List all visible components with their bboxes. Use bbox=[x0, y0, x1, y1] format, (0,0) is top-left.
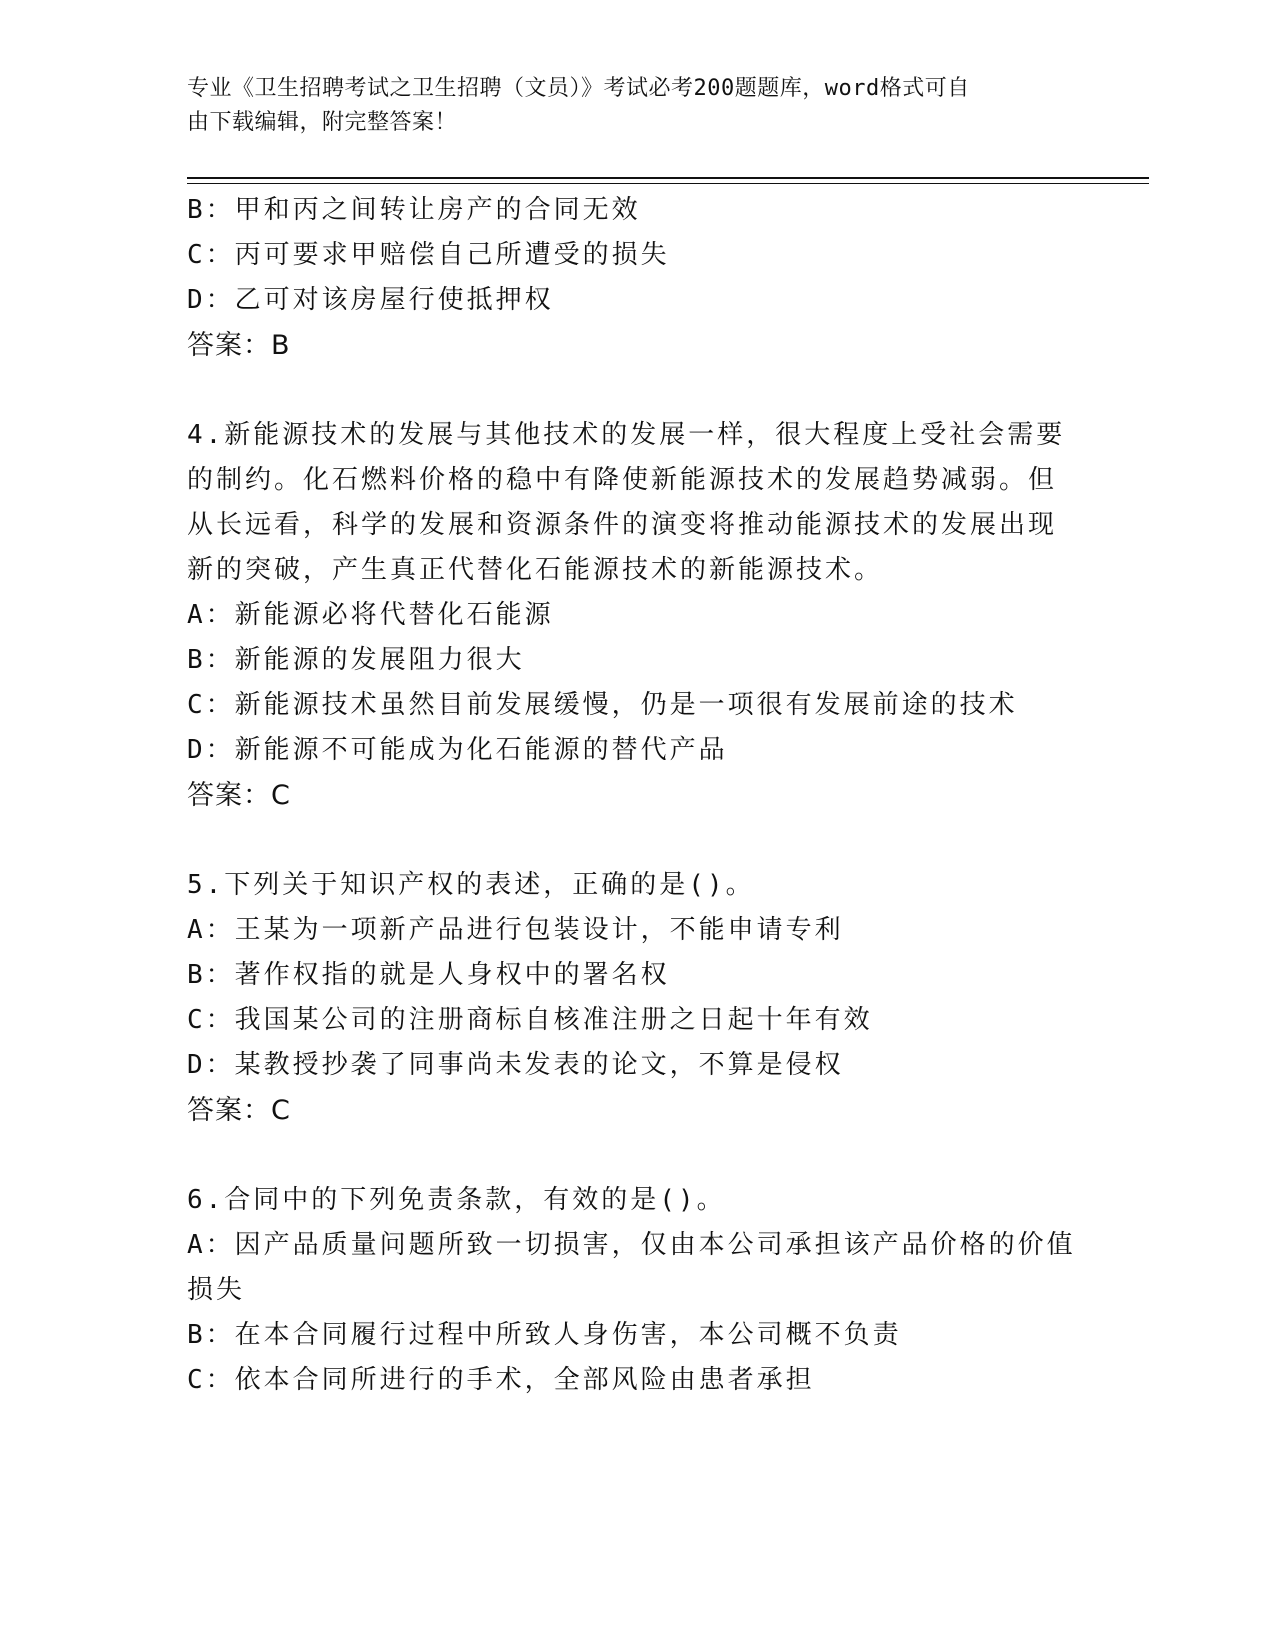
spacer bbox=[187, 1133, 1087, 1178]
question-3-option-d: D：乙可对该房屋行使抵押权 bbox=[187, 285, 554, 315]
question-6-option-b: B：在本合同履行过程中所致人身伤害，本公司概不负责 bbox=[187, 1320, 902, 1350]
header-divider-thick bbox=[187, 177, 1149, 179]
question-5-option-c: C：我国某公司的注册商标自核准注册之日起十年有效 bbox=[187, 1005, 873, 1035]
question-4-option-c: C：新能源技术虽然目前发展缓慢，仍是一项很有发展前途的技术 bbox=[187, 690, 1018, 720]
question-3-option-c: C：丙可要求甲赔偿自己所遭受的损失 bbox=[187, 240, 670, 270]
question-5 bbox=[187, 863, 1087, 1133]
header-divider-thin bbox=[187, 183, 1149, 184]
header-title-line-1: 专业《卫生招聘考试之卫生招聘（文员）》考试必考200题题库，word格式可自 bbox=[187, 76, 970, 101]
question-5-option-d: D：某教授抄袭了同事尚未发表的论文，不算是侵权 bbox=[187, 1050, 844, 1080]
question-3-answer: 答案：B bbox=[187, 330, 291, 361]
question-6-stem: 6.合同中的下列免责条款，有效的是()。 bbox=[187, 1185, 726, 1215]
question-3-continued bbox=[187, 188, 1087, 368]
header-title-line-2: 由下载编辑，附完整答案！ bbox=[187, 110, 458, 135]
question-4 bbox=[187, 413, 1087, 818]
question-4-option-a: A：新能源必将代替化石能源 bbox=[187, 600, 554, 630]
question-5-option-b: B：著作权指的就是人身权中的署名权 bbox=[187, 960, 670, 990]
question-4-answer: 答案：C bbox=[187, 780, 291, 811]
question-4-stem-line-3: 从长远看，科学的发展和资源条件的演变将推动能源技术的发展出现 bbox=[187, 510, 1058, 540]
question-4-stem-line-1: 4.新能源技术的发展与其他技术的发展一样，很大程度上受社会需要 bbox=[187, 420, 1066, 450]
question-4-option-b: B：新能源的发展阻力很大 bbox=[187, 645, 525, 675]
question-6-option-a: A：因产品质量问题所致一切损害，仅由本公司承担该产品价格的价值 bbox=[187, 1230, 1076, 1260]
question-5-option-a: A：王某为一项新产品进行包装设计，不能申请专利 bbox=[187, 915, 844, 945]
spacer bbox=[187, 818, 1087, 863]
question-5-answer: 答案：C bbox=[187, 1095, 291, 1126]
question-4-option-d: D：新能源不可能成为化石能源的替代产品 bbox=[187, 735, 728, 765]
question-6 bbox=[187, 1178, 1087, 1403]
question-3-option-b: B：甲和丙之间转让房产的合同无效 bbox=[187, 195, 641, 225]
question-list bbox=[187, 188, 1087, 1403]
question-6-option-c: C：依本合同所进行的手术，全部风险由患者承担 bbox=[187, 1365, 815, 1395]
question-4-stem-line-4: 新的突破，产生真正代替化石能源技术的新能源技术。 bbox=[187, 555, 884, 585]
document-header bbox=[187, 72, 1067, 140]
question-4-stem-line-2: 的制约。化石燃料价格的稳中有降使新能源技术的发展趋势减弱。但 bbox=[187, 465, 1058, 495]
spacer bbox=[187, 368, 1087, 413]
question-6-option-a-continued: 损失 bbox=[187, 1275, 246, 1305]
question-5-stem: 5.下列关于知识产权的表述，正确的是()。 bbox=[187, 870, 755, 900]
